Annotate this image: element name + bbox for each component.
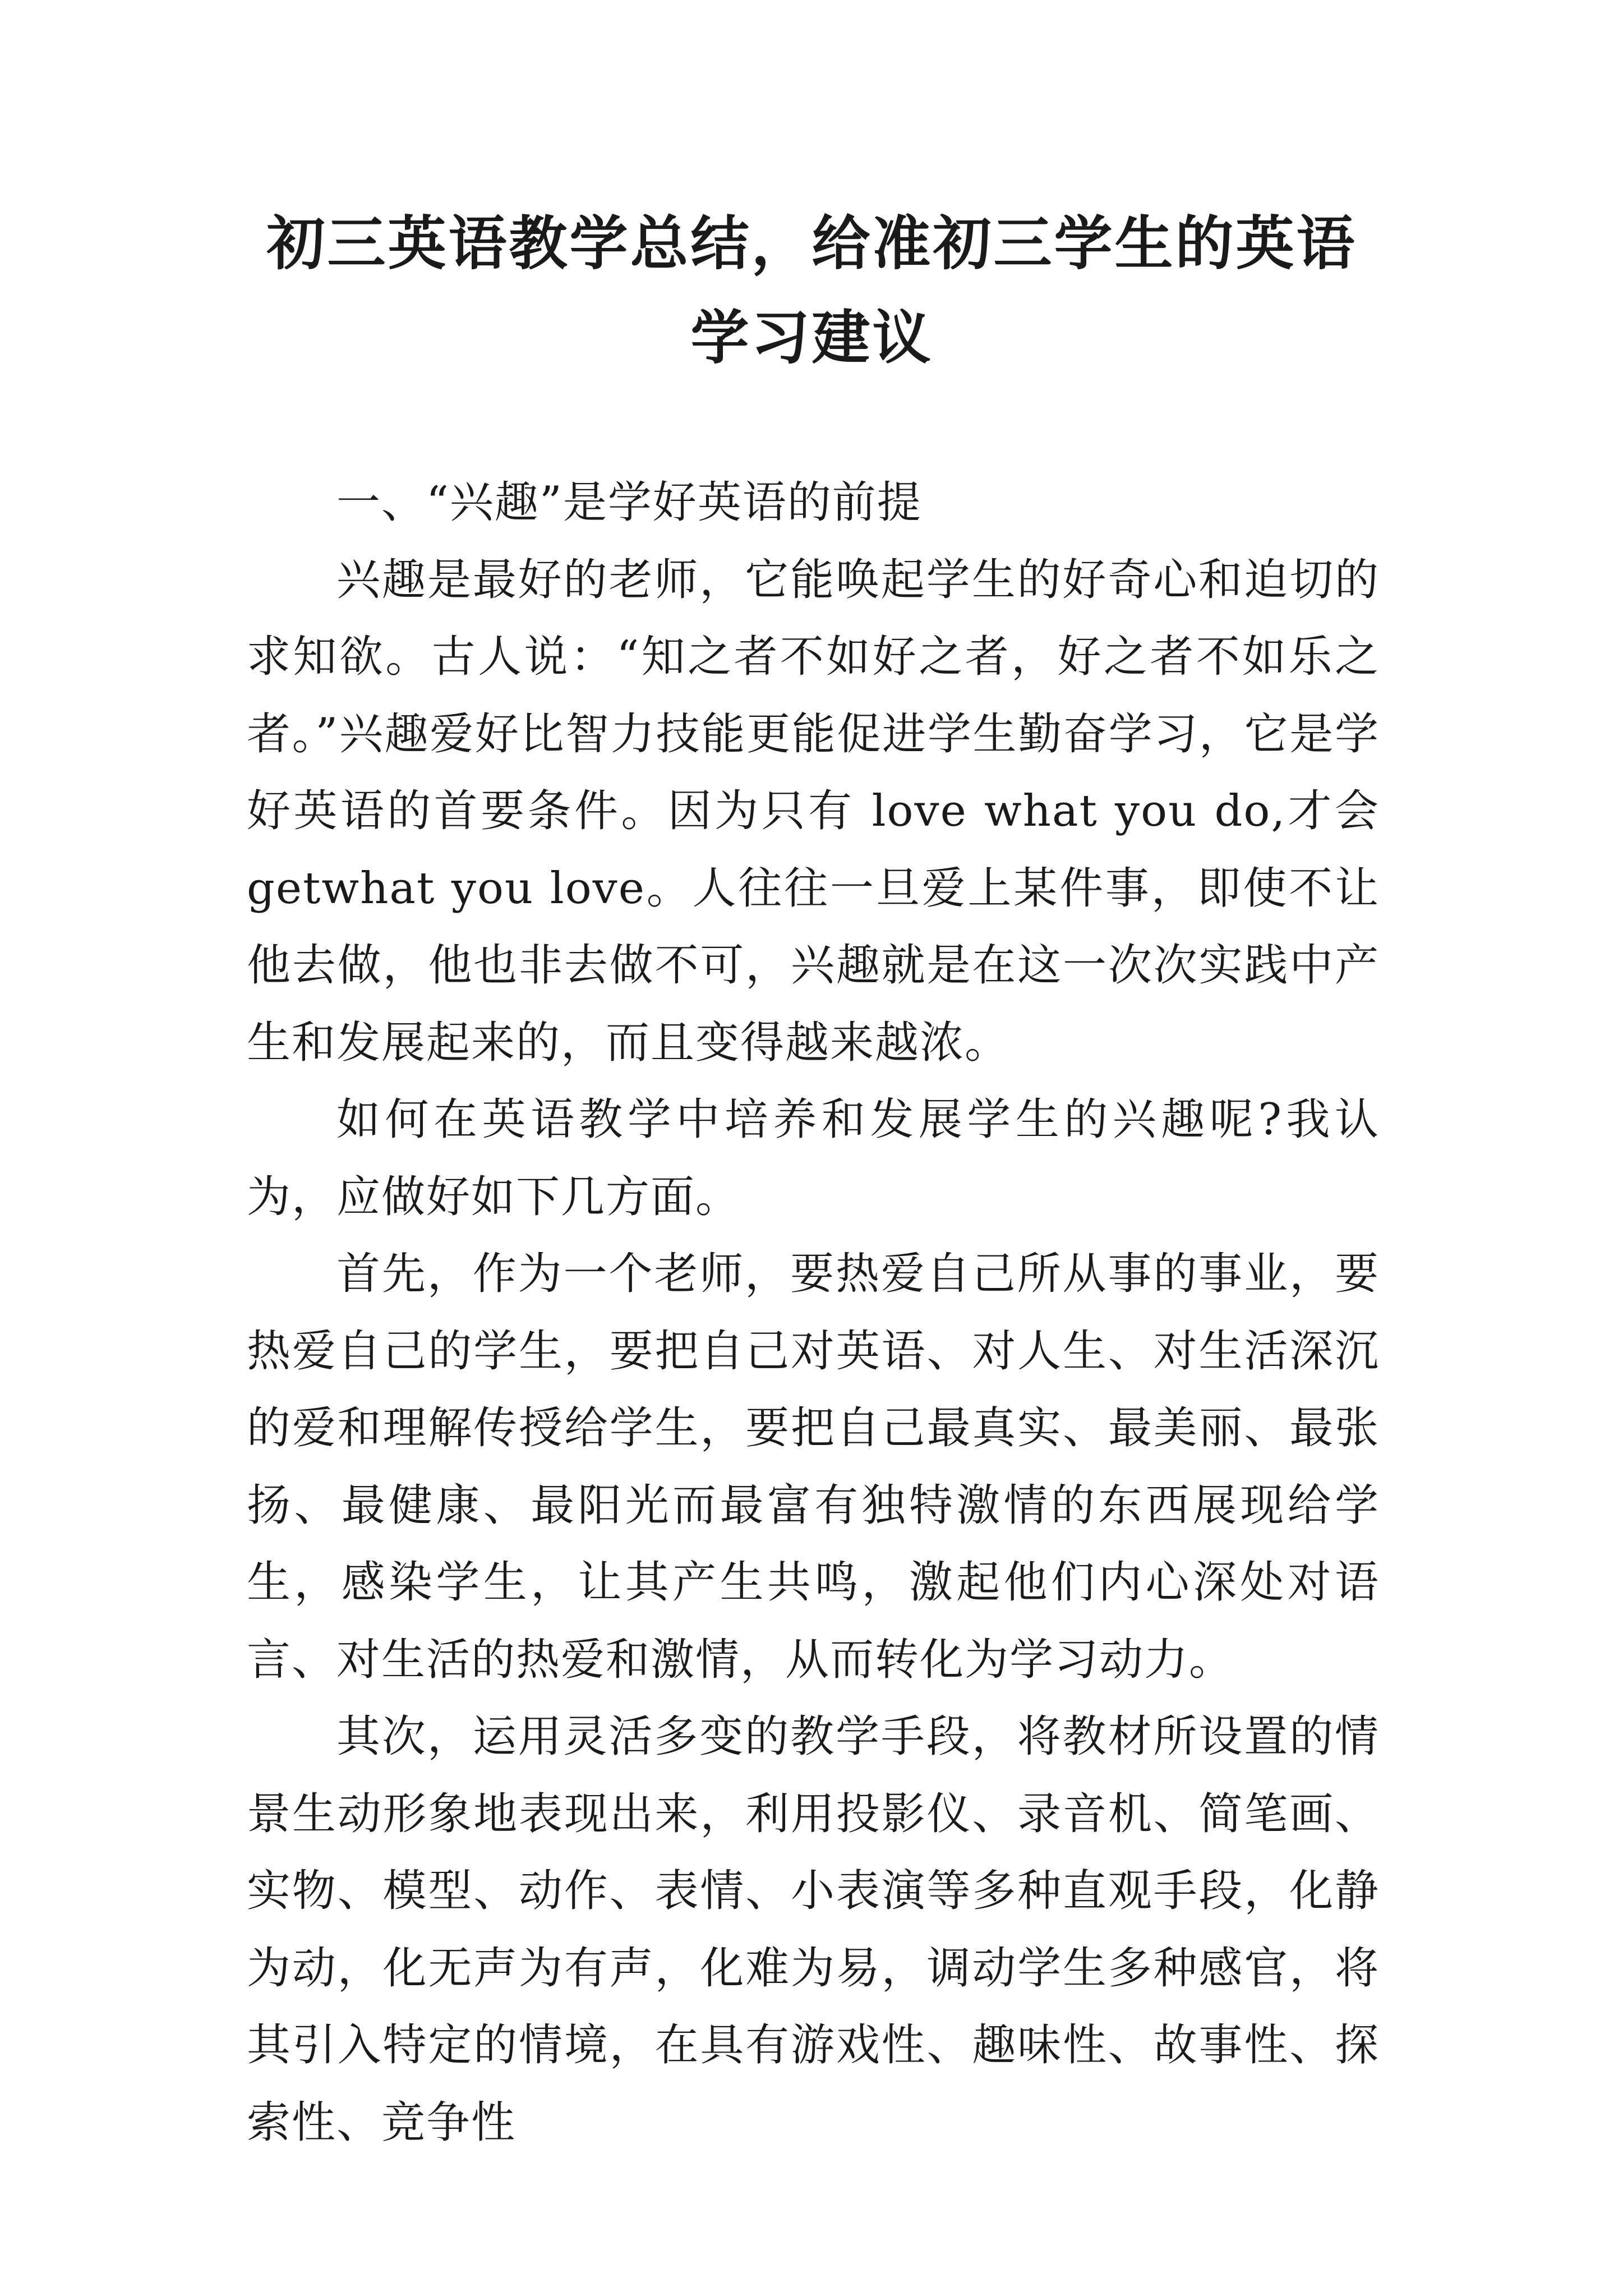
paragraph: 如何在英语教学中培养和发展学生的兴趣呢?我认为，应做好如下几方面。 (247, 1094, 1380, 1222)
document-body (247, 464, 1380, 2161)
paragraph: 兴趣是最好的老师，它能唤起学生的好奇心和迫切的求知欲。古人说：“知之者不如好之者，好之者不如乐之者。”兴趣爱好比智力技能更能促进学生勤奋学习，它是学好英语的首要条件。因为只有 love what you do,才会 getwhat you love。人往往一旦爱上某件事，即使不让他去做，他也非去做不可，兴趣就是在这一次次实践中产生和发展起来的，而且变得越来越浓。 (247, 554, 1380, 1068)
document-title: 初三英语教学总结，给准初三学生的英语学习建议 (266, 209, 1357, 372)
paragraph: 首先，作为一个老师，要热爱自己所从事的事业，要热爱自己的学生，要把自己对英语、对人生、对生活深沉的爱和理解传授给学生，要把自己最真实、最美丽、最张扬、最健康、最阳光而最富有独特激情的东西展现给学生，感染学生，让其产生共鸣，激起他们内心深处对语言、对生活的热爱和激情，从而转化为学习动力。 (247, 1249, 1380, 1685)
paragraph: 其次，运用灵活多变的教学手段，将教材所设置的情景生动形象地表现出来，利用投影仪、录音机、简笔画、实物、模型、动作、表情、小表演等多种直观手段，化静为动，化无声为有声，化难为易，调动学生多种感官，将其引入特定的情境，在具有游戏性、趣味性、故事性、探索性、竞争性 (247, 1711, 1380, 2148)
section-heading: 一、“兴趣”是学好英语的前提 (336, 477, 922, 528)
